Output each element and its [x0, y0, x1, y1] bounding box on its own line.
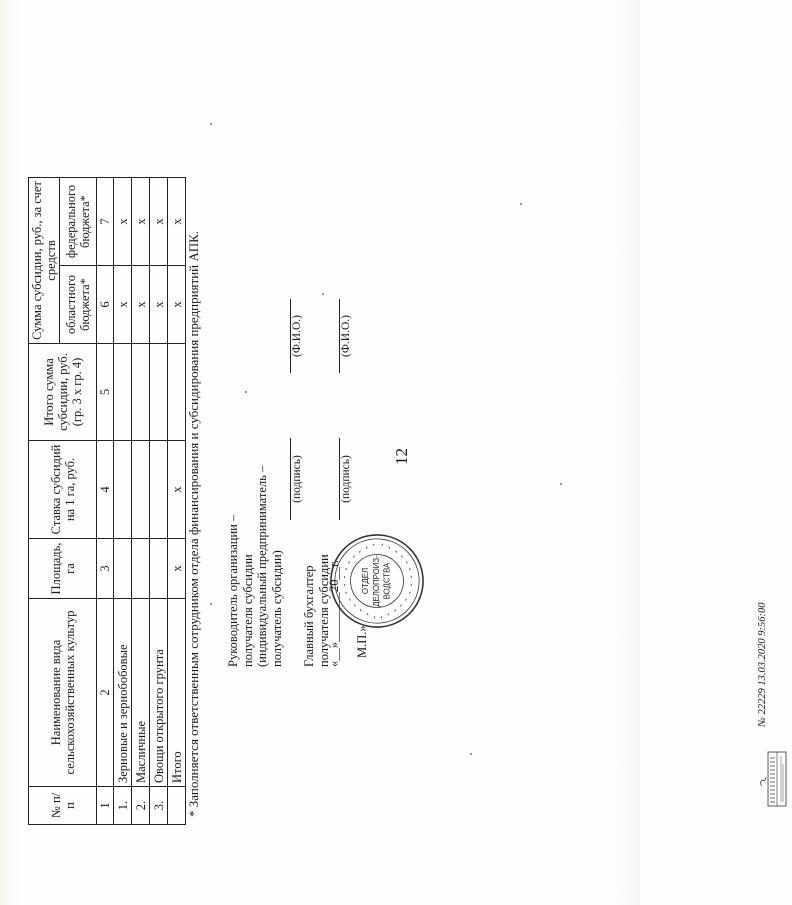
row-federal: х — [150, 178, 168, 266]
row-regional: х — [114, 266, 132, 344]
row-total — [168, 344, 186, 441]
column-number: 6 — [97, 266, 114, 344]
scan-speck — [470, 753, 472, 755]
head-signer-line: получателя субсидии — [240, 554, 255, 667]
row-rate: х — [168, 441, 186, 539]
row-rate — [132, 441, 150, 539]
header-regional: областного бюджета* — [60, 266, 97, 344]
column-number: 2 — [97, 599, 114, 787]
scan-speck — [322, 293, 324, 295]
row-federal: х — [114, 178, 132, 266]
date-line: «__»________20__г. — [327, 560, 341, 667]
signature-caption: (подпись) — [291, 455, 303, 503]
accountant-signer-line: получателя субсидии — [316, 554, 331, 667]
scan-speck — [245, 391, 247, 393]
column-number: 3 — [97, 539, 114, 599]
row-area: х — [168, 539, 186, 599]
header-crop: Наименование вида сельскохозяйственных культур — [29, 599, 97, 787]
footnote: * Заполняется ответственным сотрудником отдела финансирования и субсидирования предприятий АПК. — [186, 230, 201, 817]
row-crop: Овощи открытого грунта — [150, 599, 168, 787]
header-federal: федерального бюджета* — [60, 178, 97, 266]
row-regional: х — [168, 266, 186, 344]
accountant-signer-line: Главный бухгалтер — [302, 565, 316, 667]
row-num: 1. — [114, 787, 132, 825]
subsidy-table — [28, 177, 186, 825]
header-area: Площадь, га — [29, 539, 97, 599]
name-caption: (Ф.И.О.) — [340, 315, 352, 357]
stamp-line: ВОДСТВА — [382, 562, 392, 600]
stamp-line: ОТДЕЛ — [361, 567, 371, 595]
row-num: 3. — [150, 787, 168, 825]
header-total: Итого сумма субсидии, руб. (гр. 3 х гр. 4) — [29, 344, 97, 441]
row-rate — [150, 441, 168, 539]
row-area — [114, 539, 132, 599]
table-row — [132, 178, 150, 825]
row-total — [132, 344, 150, 441]
row-rate — [114, 441, 132, 539]
scan-speck — [560, 483, 562, 485]
scan-speck — [210, 603, 212, 605]
table-total-row — [168, 178, 186, 825]
table-row — [114, 178, 132, 825]
head-signer-line: получатель субсидии) — [269, 550, 284, 667]
row-area — [132, 539, 150, 599]
stamp-line: ДЕЛОПРОИЗ- — [371, 555, 381, 607]
seal-place-label: М.П.» — [355, 625, 369, 658]
head-signer-block — [226, 466, 284, 667]
scan-speck — [520, 203, 522, 205]
scan-speck — [210, 123, 212, 125]
row-federal: х — [168, 178, 186, 266]
header-num: № п/п — [29, 787, 97, 825]
row-num: 2. — [132, 787, 150, 825]
registration-number: № 22229 13.03.2020 9:56:00 — [757, 602, 768, 727]
signature-caption: (подпись) — [340, 455, 352, 503]
column-number: 7 — [97, 178, 114, 266]
row-crop: Итого — [168, 599, 186, 787]
row-total — [114, 344, 132, 441]
row-crop: Масличные — [132, 599, 150, 787]
name-caption: (Ф.И.О.) — [291, 315, 303, 357]
page-number: 12 — [392, 448, 411, 465]
row-regional: х — [132, 266, 150, 344]
office-stamp-seal — [328, 532, 426, 630]
row-num — [168, 787, 186, 825]
column-number: 1 — [97, 787, 114, 825]
head-signer-line: (индивидуальный предприниматель – — [255, 465, 269, 667]
row-federal: х — [132, 178, 150, 266]
head-signer-line: Руководитель организации – — [226, 514, 240, 667]
row-crop: Зерновые и зернобобовые — [114, 599, 132, 787]
column-number: 4 — [97, 441, 114, 539]
row-area — [150, 539, 168, 599]
header-rate: Ставка субсидий на 1 га, руб. — [29, 441, 97, 539]
registration-stamp-icon — [758, 750, 792, 808]
column-number: 5 — [97, 344, 114, 441]
table-row — [150, 178, 168, 825]
row-total — [150, 344, 168, 441]
header-sum-group: Сумма субсидии, руб., за счет средств — [29, 178, 60, 344]
row-regional: х — [150, 266, 168, 344]
